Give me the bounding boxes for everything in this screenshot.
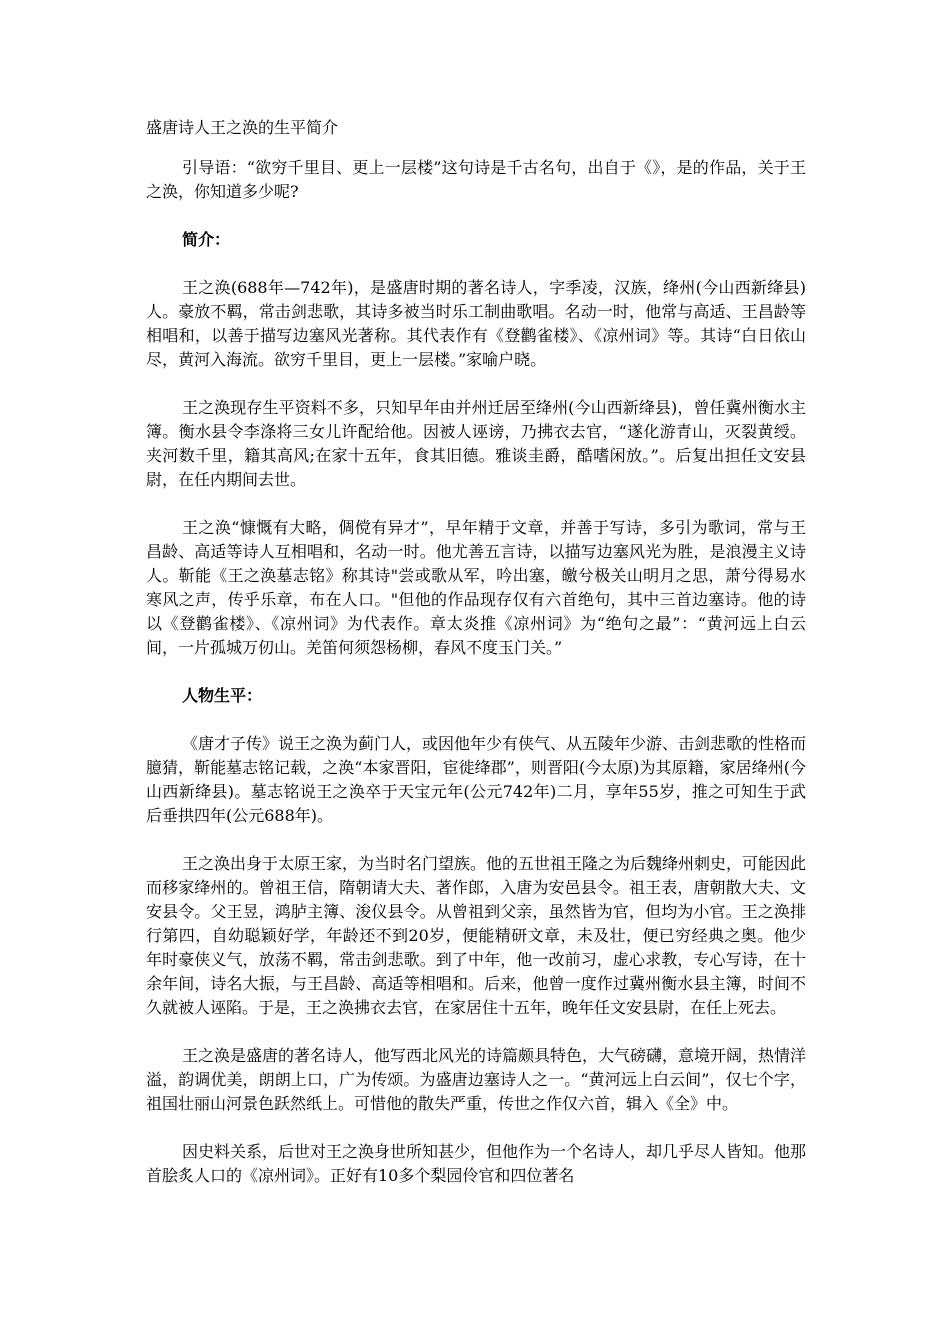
intro-paragraph: 引导语：“欲穷千里目、更上一层楼”这句诗是千古名句，出自于《》，是的作品，关于王之涣，你知道多少呢? [146,158,806,201]
brief-paragraph-2: 王之涣现存生平资料不多，只知早年由并州迁居至绛州(今山西新绛县)，曾任冀州衡水主簿。衡水县令李涤将三女儿许配给他。因被人诬谤，乃拂衣去官，“遂化游青山，灭裂黄绶。夹河数千里，籍其高风;在家十五年，食其旧德。雅谈圭爵，酷嗜闲放。”。后复出担任文安县尉，在任内期间去世。 [146,398,806,489]
life-paragraph-2: 王之涣出身于太原王家，为当时名门望族。他的五世祖王隆之为后魏绛州刺史，可能因此而移家绛州的。曾祖王信，隋朝请大夫、著作郎，入唐为安邑县令。祖王表，唐朝散大夫、文安县令。父王昱，鸿胪主簿、浚仪县令。从曾祖到父亲，虽然皆为官，但均为小官。王之涣排行第四，自幼聪颖好学，年龄还不到20岁，便能精研文章，未及壮，便已穷经典之奥。他少年时豪侠义气，放荡不羁，常击剑悲歌。到了中年，他一改前习，虚心求教，专心写诗，在十余年间，诗名大振，与王昌龄、高适等相唱和。后来，他曾一度作过冀州衡水县主簿，时间不久就被人诬陷。于是，王之涣拂衣去官，在家居住十五年，晚年任文安县尉，在任上死去。 [146,854,807,1017]
life-paragraph-1: 《唐才子传》说王之涣为蓟门人，或因他年少有侠气、从五陵年少游、击剑悲歌的性格而臆猜，靳能墓志铭记载，之涣“本家晋阳，宦徙绛郡”，则晋阳(今太原)为其原籍，家居绛州(今山西新绛县)。墓志铭说王之涣卒于天宝元年(公元742年)二月，享年55岁，推之可知生于武后垂拱四年(公元688年)。 [146,734,807,825]
life-paragraph-4: 因史料关系，后世对王之涣身世所知甚少，但他作为一个名诗人，却几乎尽人皆知。他那首脍炙人口的《凉州词》。正好有10多个梨园伶官和四位著名 [146,1142,807,1185]
document-page [146,116,806,1212]
life-paragraph-3: 王之涣是盛唐的著名诗人，他写西北风光的诗篇颇具特色，大气磅礴，意境开阔，热情洋溢，韵调优美，朗朗上口，广为传颂。为盛唐边塞诗人之一。“黄河远上白云间”，仅七个字，祖国壮丽山河景色跃然纸上。可惜他的散失严重，传世之作仅六首，辑入《全》中。 [146,1046,807,1113]
section-heading-life: 人物生平： [182,686,263,705]
section-heading-brief: 简介： [182,230,231,249]
brief-paragraph-1: 王之涣(688年—742年)，是盛唐时期的著名诗人，字季凌，汉族，绛州(今山西新绛县)人。豪放不羁，常击剑悲歌，其诗多被当时乐工制曲歌唱。名动一时，他常与高适、王昌龄等相唱和，以善于描写边塞风光著称。其代表作有《登鹳雀楼》、《凉州词》等。其诗“白日依山尽，黄河入海流。欲穷千里目，更上一层楼。”家喻户晓。 [146,278,806,369]
brief-paragraph-3: 王之涣“慷慨有大略，倜傥有异才”，早年精于文章，并善于写诗，多引为歌词，常与王昌龄、高适等诗人互相唱和，名动一时。他尤善五言诗，以描写边塞风光为胜，是浪漫主义诗人。靳能《王之涣墓志铭》称其诗"尝或歌从军，吟出塞，皦兮极关山明月之思，萧兮得易水寒风之声，传乎乐章，布在人口。"但他的作品现存仅有六首绝句，其中三首边塞诗。他的诗以《登鹳雀楼》、《凉州词》为代表作。章太炎推《凉州词》为“绝句之最”：“黄河远上白云间，一片孤城万仞山。羌笛何须怨杨柳，春风不度玉门关。” [146,518,806,657]
document-title: 盛唐诗人王之涣的生平简介 [146,118,339,137]
